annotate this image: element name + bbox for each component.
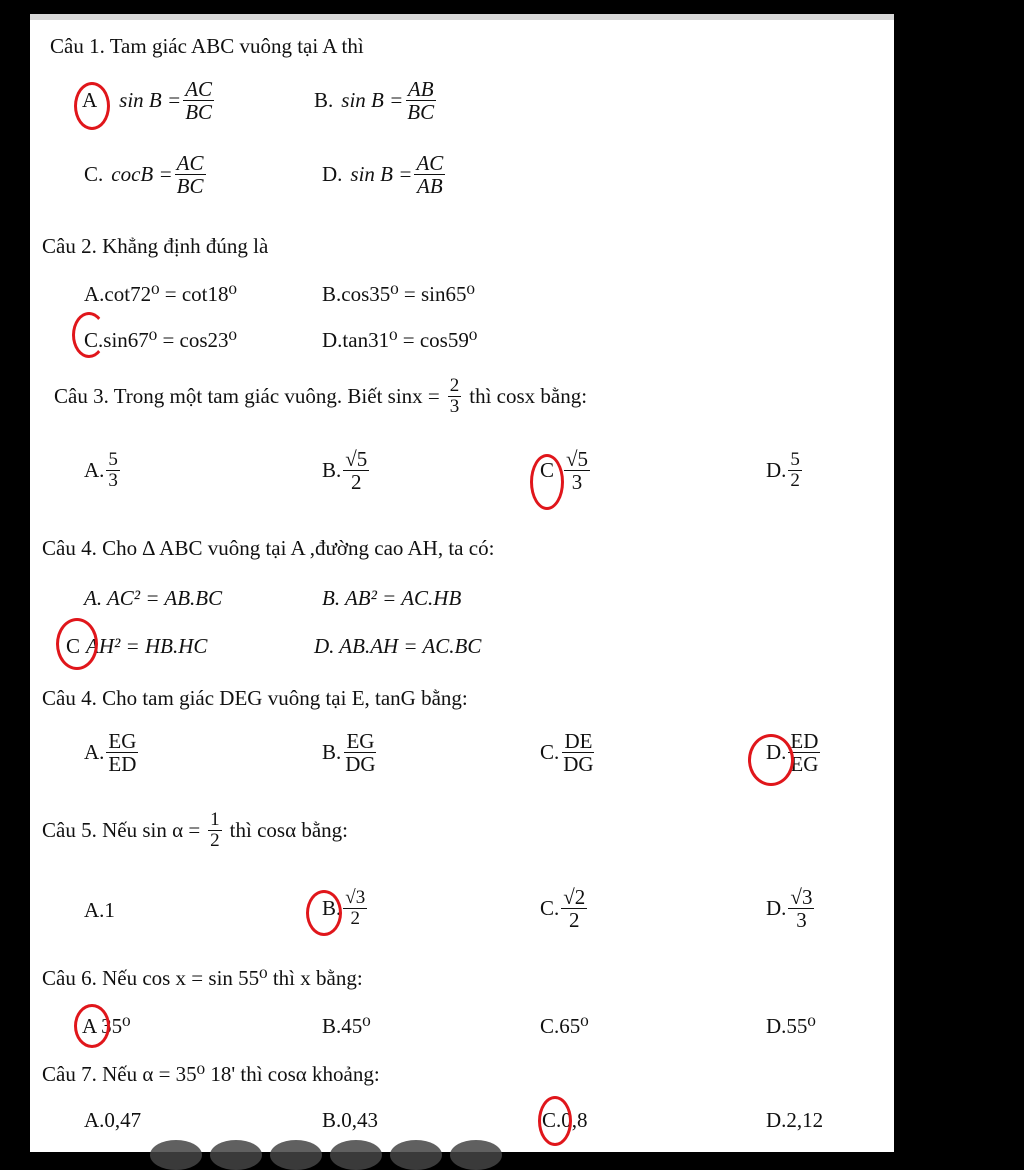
q7-option-b: B.0,43: [322, 1108, 379, 1132]
q3-title: [54, 376, 587, 417]
q4b-c-num: DE: [564, 729, 593, 753]
q5-b-den: 2: [350, 907, 360, 929]
q1-a-den: BC: [185, 100, 213, 125]
q4b-title: Câu 4. Cho tam giác DEG vuông tại E, tanG bằng:: [42, 686, 468, 710]
q5-frac-den: 2: [210, 829, 220, 851]
q5-d-num: √3: [790, 885, 813, 909]
q2-c-text: sin67⁰ = cos23⁰: [103, 328, 237, 352]
q4-c-label: C: [66, 634, 81, 658]
viewer-black-margin: [894, 0, 1024, 1152]
answer-circle-q6: [74, 1004, 110, 1048]
q4b-d-den: EG: [790, 752, 819, 777]
q4-option-a: A. AC² = AB.BC: [84, 586, 223, 610]
q3-frac-den: 3: [449, 395, 460, 417]
q2-option-c: [84, 328, 237, 353]
q5-c-num: √2: [563, 885, 586, 909]
q1-c-num: AC: [176, 151, 204, 175]
q4-c-text: AH² = HB.HC: [86, 634, 208, 658]
q4-title: Câu 4. Cho ∆ ABC vuông tại A ,đường cao AH, ta có:: [42, 536, 495, 560]
q5-d-label: D.: [766, 896, 787, 921]
q3-option-d: [766, 450, 804, 491]
q2-c-label: C.: [84, 328, 104, 352]
q1-b-label: B.: [314, 88, 334, 113]
q3-prefix: Câu 3. Trong một tam giác vuông. Biết sinx =: [54, 383, 440, 408]
q3-a-label: A.: [84, 457, 105, 482]
q4b-b-num: EG: [346, 729, 375, 753]
q1-option-d: [322, 152, 447, 197]
q7-title: Câu 7. Nếu α = 35⁰ 18' thì cosα khoảng:: [42, 1062, 380, 1086]
q3-b-den: 2: [351, 470, 362, 495]
q4b-a-num: EG: [108, 729, 137, 753]
q5-suffix: thì cosα bằng:: [229, 817, 348, 842]
q3-option-b: [322, 448, 371, 493]
answer-circle-q4: [56, 618, 98, 670]
taskbar-shape-3: [270, 1140, 322, 1170]
q1-a-num: AC: [185, 77, 213, 101]
q3-a-num: 5: [108, 449, 118, 470]
q4b-option-b: [322, 730, 380, 775]
q6-title: Câu 6. Nếu cos x = sin 55⁰ thì x bằng:: [42, 966, 363, 990]
q1-a-label: A: [82, 88, 98, 113]
q2-option-d: D.tan31⁰ = cos59⁰: [322, 328, 478, 352]
q5-option-a: A.1: [84, 898, 115, 922]
q3-frac-num: 2: [449, 375, 460, 396]
q3-option-a: [84, 450, 122, 491]
q4b-a-label: A.: [84, 740, 105, 765]
q3-d-label: D.: [766, 457, 787, 482]
q7-option-a: A.0,47: [84, 1108, 142, 1132]
q5-c-den: 2: [569, 908, 580, 933]
answer-circle-q3: [530, 454, 564, 510]
q1-option-b: [314, 78, 438, 123]
q1-c-label: C.: [84, 162, 104, 187]
q3-a-den: 3: [108, 469, 118, 491]
q1-d-num: AC: [416, 151, 444, 175]
q1-c-den: BC: [176, 174, 204, 199]
answer-circle-q1: [74, 82, 110, 130]
q2-option-a: A.cot72⁰ = cot18⁰: [84, 282, 237, 306]
q5-c-label: C.: [540, 896, 560, 921]
q3-d-den: 2: [790, 469, 800, 491]
q5-title: [42, 810, 348, 851]
q7-option-d: D.2,12: [766, 1108, 824, 1132]
taskbar-shape-1: [150, 1140, 202, 1170]
q4b-c-den: DG: [563, 752, 594, 777]
taskbar-shape-6: [450, 1140, 502, 1170]
taskbar-shape-4: [330, 1140, 382, 1170]
q1-b-lhs: sin B =: [341, 88, 404, 113]
q1-b-den: BC: [407, 100, 435, 125]
answer-circle-q4b: [748, 734, 794, 786]
q6-a-label: A: [82, 1014, 98, 1038]
answer-circle-q5: [306, 890, 342, 936]
page-top-edge: [30, 14, 894, 20]
q1-title: Câu 1. Tam giác ABC vuông tại A thì: [50, 34, 364, 58]
q5-d-den: 3: [796, 908, 807, 933]
q5-prefix: Câu 5. Nếu sin α =: [42, 817, 201, 842]
q1-a-lhs: sin B =: [119, 88, 182, 113]
q4-option-b: B. AB² = AC.HB: [322, 586, 462, 610]
q4b-a-den: ED: [108, 752, 137, 777]
q1-d-label: D.: [322, 162, 343, 187]
q1-b-num: AB: [407, 77, 434, 101]
q4b-d-label: D.: [766, 740, 787, 765]
q4-option-d: D. AB.AH = AC.BC: [314, 634, 482, 658]
q1-d-lhs: sin B =: [350, 162, 413, 187]
answer-circle-q2: [72, 312, 106, 358]
q2-title: Câu 2. Khẳng định đúng là: [42, 234, 269, 258]
taskbar-shape-5: [390, 1140, 442, 1170]
q3-c-num: √5: [566, 447, 589, 471]
taskbar-shape-2: [210, 1140, 262, 1170]
q3-b-label: B.: [322, 458, 342, 483]
q4b-option-a: [84, 730, 140, 775]
q6-option-b: B.45⁰: [322, 1014, 371, 1038]
q7-c-label: C.: [542, 1108, 562, 1132]
q1-d-den: AB: [417, 174, 443, 199]
answer-circle-q7: [538, 1096, 572, 1146]
q1-option-c: [84, 152, 208, 197]
q4b-c-label: C.: [540, 740, 560, 765]
q3-b-num: √5: [345, 447, 368, 471]
q4b-b-den: DG: [345, 752, 376, 777]
q5-option-d: [766, 886, 816, 931]
q7-c-text: 0,8: [561, 1108, 588, 1132]
q3-suffix: thì cosx bằng:: [469, 383, 588, 408]
q4b-b-label: B.: [322, 740, 342, 765]
q3-c-label: C: [540, 458, 555, 483]
q5-option-c: [540, 886, 589, 931]
q6-option-d: D.55⁰: [766, 1014, 816, 1038]
q3-c-den: 3: [571, 470, 583, 495]
q5-frac-num: 1: [210, 809, 220, 830]
q5-b-label: B.: [322, 895, 342, 920]
q2-option-b: B.cos35⁰ = sin65⁰: [322, 282, 475, 306]
q3-d-num: 5: [790, 449, 800, 470]
q6-option-c: C.65⁰: [540, 1014, 589, 1038]
q1-c-lhs: cocB =: [111, 162, 173, 187]
q5-b-num: √3: [345, 887, 366, 908]
q4b-option-c: [540, 730, 598, 775]
q4b-d-num: ED: [790, 729, 819, 753]
q6-a-text: 35⁰: [101, 1014, 131, 1038]
